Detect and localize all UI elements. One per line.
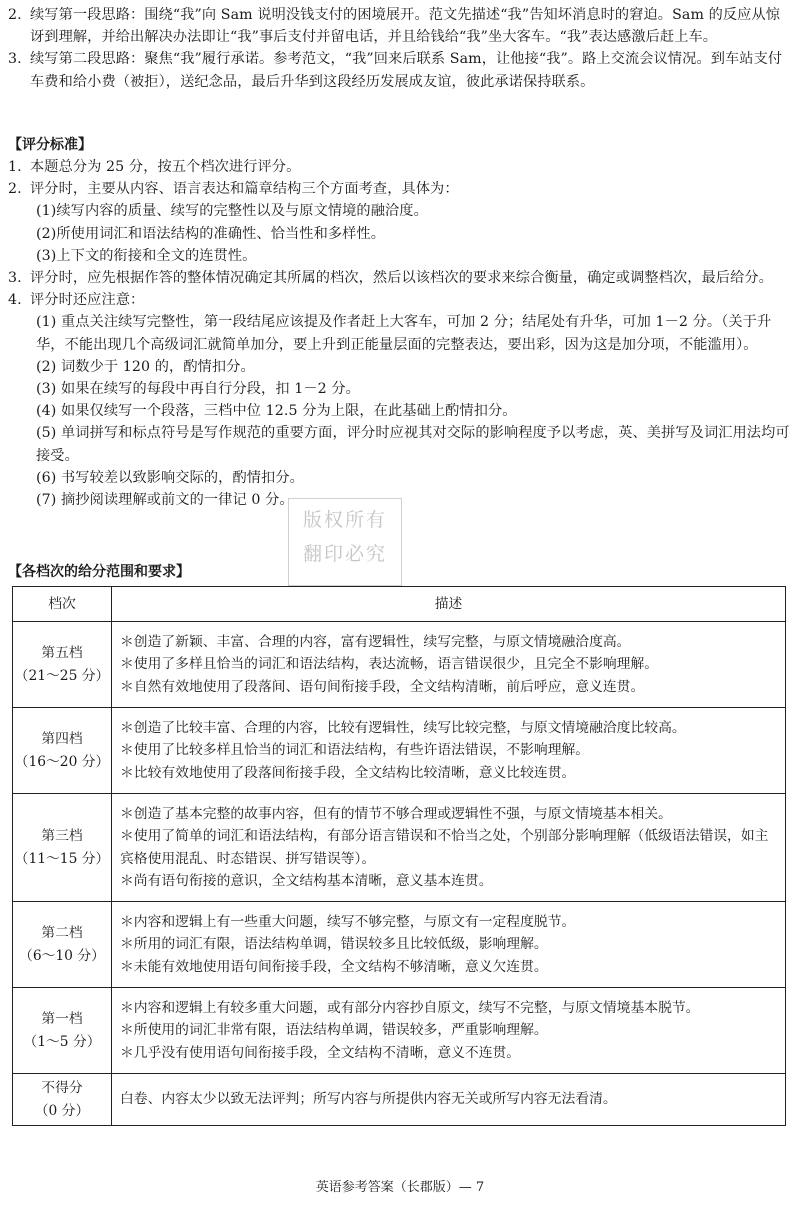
level-range: （16～20 分）	[14, 753, 110, 770]
level-cell	[13, 622, 112, 708]
intro-item-3	[8, 48, 790, 92]
desc-line: ＊使用了多样且恰当的词汇和语法结构，表达流畅，语言错误很少，且完全不影响理解。	[120, 656, 659, 673]
level-name: 第三档	[41, 828, 83, 844]
description-cell	[112, 1074, 786, 1126]
table-row	[13, 622, 786, 708]
level-name: 第一档	[41, 1011, 83, 1027]
header-description: 描述	[112, 587, 786, 622]
criteria-sub-1: (1)续写内容的质量、续写的完整性以及与原文情境的融洽度。	[36, 203, 428, 220]
criteria-section	[8, 134, 790, 511]
criteria-sub-2: (2)所使用词汇和语法结构的准确性、恰当性和多样性。	[36, 225, 386, 242]
note-3: (3) 如果在续写的每段中再自行分段，扣 1－2 分。	[36, 381, 360, 398]
rubric-table	[12, 586, 786, 1126]
desc-line: ＊未能有效地使用语句间衔接手段，全文结构不够清晰，意义欠连贯。	[120, 958, 548, 975]
desc-line: ＊使用了简单的词汇和语法结构，有部分语言错误和不恰当之处，个别部分影响理解（低级语法错误，如主宾格使用混乱、时态错误、拼写错误等）。	[120, 828, 769, 867]
intro-section	[8, 4, 790, 93]
level-range: （21～25 分）	[14, 667, 110, 684]
item-text: 评分时，主要从内容、语言表达和篇章结构三个方面考查，具体为：	[30, 181, 459, 198]
table-row	[13, 708, 786, 794]
desc-line: ＊几乎没有使用语句间衔接手段，全文结构不清晰，意义不连贯。	[120, 1044, 521, 1061]
level-cell	[13, 1074, 112, 1126]
note-1: (1) 重点关注续写完整性，第一段结尾应该提及作者赶上大客车，可加 2 分；结尾处有升华，可加 1－2 分。（关于升华，不能出现几个高级词汇就简单加分，要上升到正能量层面的完整表达，要出彩，因为这是加分项，不能滥用）。	[36, 314, 772, 353]
table-header-row	[13, 587, 786, 622]
item-number: 1.	[8, 159, 22, 175]
desc-line: ＊尚有语句衔接的意识，全文结构基本清晰，意义基本连贯。	[120, 873, 493, 889]
description-cell	[112, 902, 786, 988]
description-cell	[112, 708, 786, 794]
item-number: 2.	[8, 181, 22, 198]
note-2: (2) 词数少于 120 的，酌情扣分。	[36, 358, 255, 375]
level-name: 第五档	[41, 645, 83, 661]
table-row	[13, 988, 786, 1074]
item-text: 评分时还应注意：	[30, 292, 145, 309]
level-range: （11～15 分）	[14, 850, 110, 867]
table-row	[13, 902, 786, 988]
description-cell	[112, 794, 786, 902]
criteria-item-4	[8, 289, 790, 311]
level-cell	[13, 988, 112, 1074]
desc-line: ＊自然有效地使用了段落间、语句间衔接手段，全文结构清晰，前后呼应，意义连贯。	[120, 678, 645, 695]
intro-item-2	[8, 4, 790, 48]
desc-line: 白卷、内容太少以致无法评判；所写内容与所提供内容无关或所写内容无法看清。	[120, 1091, 617, 1108]
page-footer: 英语参考答案（长郡版）— 7	[315, 1180, 485, 1195]
criteria-heading: 【评分标准】	[8, 137, 92, 153]
item-text: 评分时，应先根据作答的整体情况确定其所属的档次，然后以该档次的要求来综合衡量，确定或调整档次，最后给分。	[30, 270, 773, 287]
header-level: 档次	[13, 587, 112, 622]
level-range: （0 分）	[34, 1102, 90, 1119]
item-text: 续写第一段思路：围绕“我”向 Sam 说明没钱支付的困境展开。范文先描述“我”告知坏消息时的窘迫。Sam 的反应从惊讶到理解，并给出解决办法即让“我”事后支付并留电话，并且给钱给“我”坐大客车。“我”表达感激后赶上车。	[30, 7, 781, 46]
watermark-line-2: 翻印必究	[302, 543, 387, 565]
level-cell	[13, 794, 112, 902]
desc-line: ＊创造了基本完整的故事内容，但有的情节不够合理或逻辑性不强，与原文情境基本相关。	[120, 805, 672, 822]
item-number: 4.	[8, 292, 22, 309]
level-name: 第二档	[41, 925, 83, 941]
desc-line: ＊创造了新颖、丰富、合理的内容，富有逻辑性，续写完整，与原文情境融洽度高。	[120, 633, 631, 650]
level-cell	[13, 902, 112, 988]
level-range: （1～5 分）	[23, 1033, 101, 1050]
table-row	[13, 794, 786, 902]
level-name: 不得分	[41, 1080, 83, 1096]
item-text: 本题总分为 25 分，按五个档次进行评分。	[30, 159, 301, 175]
note-7: (7) 摘抄阅读理解或前文的一律记 0 分。	[36, 492, 294, 509]
desc-line: ＊内容和逻辑上有较多重大问题，或有部分内容抄自原文，续写不完整，与原文情境基本脱节。	[120, 999, 700, 1016]
item-number: 3.	[8, 270, 22, 287]
desc-line: ＊创造了比较丰富、合理的内容，比较有逻辑性，续写比较完整，与原文情境融洽度比较高。	[120, 719, 686, 736]
item-text: 续写第二段思路：聚焦“我”履行承诺。参考范文，“我”回来后联系 Sam，让他接“我”。路上交流会议情况。到车站支付车费和给小费（被拒），送纪念品，最后升华到这段经历发展成友谊，彼此承诺保持联系。	[30, 51, 783, 90]
desc-line: ＊比较有效地使用了段落间衔接手段，全文结构比较清晰，意义比较连贯。	[120, 764, 576, 781]
desc-line: ＊所使用的词汇非常有限，语法结构单调，错误较多，严重影响理解。	[120, 1022, 548, 1039]
item-number: 2.	[8, 7, 22, 23]
description-cell	[112, 622, 786, 708]
level-range: （6～10 分）	[19, 947, 105, 964]
desc-line: ＊所用的词汇有限，语法结构单调，错误较多且比较低级，影响理解。	[120, 936, 548, 953]
level-name: 第四档	[41, 731, 83, 747]
description-cell	[112, 988, 786, 1074]
note-6: (6) 书写较差以致影响交际的，酌情扣分。	[36, 469, 304, 486]
criteria-sub-3: (3)上下文的衔接和全文的连贯性。	[36, 247, 257, 264]
criteria-item-1	[8, 156, 790, 178]
item-number: 3.	[8, 51, 22, 68]
rubric-heading: 【各档次的给分范围和要求】	[8, 564, 190, 580]
watermark-line-1: 版权所有	[302, 509, 387, 531]
level-cell	[13, 708, 112, 794]
table-row	[13, 1074, 786, 1126]
desc-line: ＊内容和逻辑上有一些重大问题，续写不够完整，与原文有一定程度脱节。	[120, 913, 576, 930]
note-5: (5) 单词拼写和标点符号是写作规范的重要方面，评分时应视其对交际的影响程度予以考虑，英、美拼写及词汇用法均可接受。	[36, 425, 790, 464]
desc-line: ＊使用了比较多样且恰当的词汇和语法结构，有些许语法错误，不影响理解。	[120, 742, 590, 759]
note-4: (4) 如果仅续写一个段落，三档中位 12.5 分为上限，在此基础上酌情扣分。	[36, 403, 517, 420]
criteria-item-2	[8, 178, 790, 200]
criteria-item-3	[8, 267, 790, 289]
